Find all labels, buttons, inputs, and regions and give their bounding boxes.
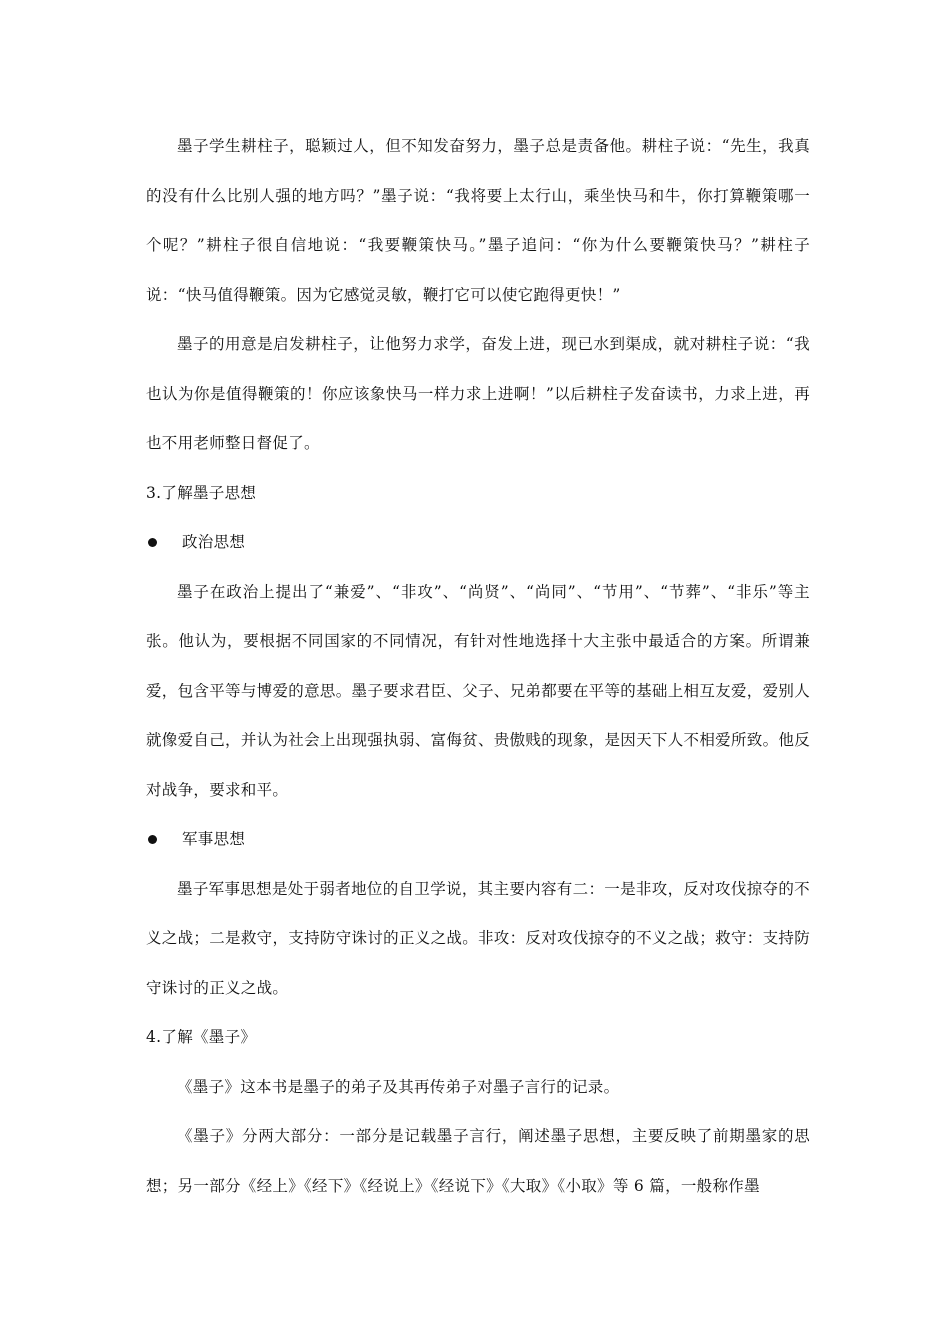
bullet-dot-icon xyxy=(148,835,157,844)
document-body xyxy=(146,122,810,1211)
story-paragraph-2: 墨子的用意是启发耕柱子，让他努力求学，奋发上进，现已水到渠成，就对耕柱子说：“我也认为你是值得鞭策的！你应该象快马一样力求上进啊！”以后耕柱子发奋读书，力求上进，再也不用老师整日督促了。 xyxy=(146,335,810,452)
story-paragraph-1: 墨子学生耕柱子，聪颖过人，但不知发奋努力，墨子总是责备他。耕柱子说：“先生，我真的没有什么比别人强的地方吗？”墨子说：“我将要上太行山，乘坐快马和牛，你打算鞭策哪一个呢？”耕柱子很自信地说：“我要鞭策快马。”墨子追问：“你为什么要鞭策快马？”耕柱子说：“快马值得鞭策。因为它感觉灵敏，鞭打它可以使它跑得更快！” xyxy=(146,137,810,304)
military-paragraph: 墨子军事思想是处于弱者地位的自卫学说，其主要内容有二：一是非攻，反对攻伐掠夺的不义之战；二是救守，支持防守诛讨的正义之战。非攻：反对攻伐掠夺的不义之战；救守：支持防守诛讨的正义之战。 xyxy=(146,879,810,997)
political-paragraph: 墨子在政治上提出了“兼爱”、“非攻”、“尚贤”、“尚同”、“节用”、“节葬”、“非乐”等主张。他认为，要根据不同国家的不同情况，有针对性地选择十大主张中最适合的方案。所谓兼爱，包含平等与博爱的意思。墨子要求君臣、父子、兄弟都要在平等的基础上相互友爱，爱别人就像爱自己，并认为社会上出现强执弱、富侮贫、贵傲贱的现象，是因天下人不相爱所致。他反对战争，要求和平。 xyxy=(146,582,810,799)
political-heading: 政治思想 xyxy=(182,533,246,551)
bullet-military xyxy=(146,815,810,865)
mozi-book-paragraph-2: 《墨子》分两大部分：一部分是记载墨子言行，阐述墨子思想，主要反映了前期墨家的思想；另一部分《经上》《经下》《经说上》《经说下》《大取》《小取》等 6 篇，一般称作墨 xyxy=(146,1127,810,1195)
bullet-political xyxy=(146,518,810,568)
section-3-heading: 3.了解墨子思想 xyxy=(146,483,257,502)
section-4-heading: 4.了解《墨子》 xyxy=(146,1028,257,1046)
mozi-book-paragraph-1: 《墨子》这本书是墨子的弟子及其再传弟子对墨子言行的记录。 xyxy=(177,1077,620,1096)
bullet-dot-icon xyxy=(148,538,157,547)
military-heading: 军事思想 xyxy=(182,830,246,848)
